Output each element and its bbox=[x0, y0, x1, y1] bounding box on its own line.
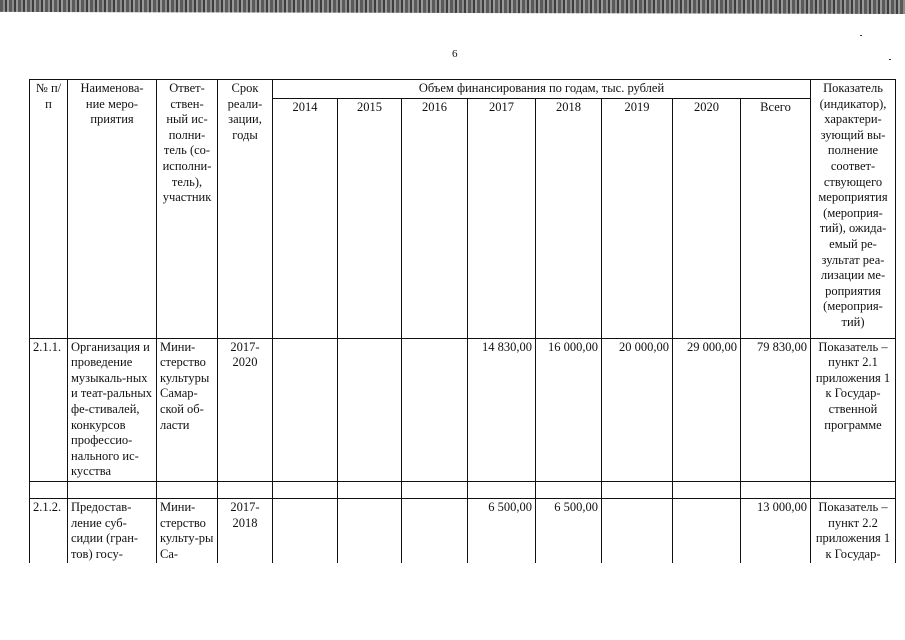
row-value: 6 500,00 bbox=[536, 498, 602, 563]
header-year: 2020 bbox=[673, 98, 741, 338]
header-num: № п/п bbox=[30, 80, 68, 339]
row-value: 16 000,00 bbox=[536, 338, 602, 481]
table-row bbox=[30, 338, 896, 481]
header-term: Срок реали-зации, годы bbox=[218, 80, 273, 339]
row-term: 2017-2018 bbox=[218, 498, 273, 563]
header-year: 2016 bbox=[402, 98, 468, 338]
row-name: Предостав-ление суб-сидии (гран-тов) госу- bbox=[68, 498, 157, 563]
row-term: 2017-2020 bbox=[218, 338, 273, 481]
table-row bbox=[30, 498, 896, 563]
header-year: 2014 bbox=[273, 98, 338, 338]
row-spacer bbox=[30, 481, 896, 498]
row-value bbox=[338, 498, 402, 563]
header-total: Всего bbox=[741, 98, 811, 338]
row-value: 29 000,00 bbox=[673, 338, 741, 481]
row-value: 6 500,00 bbox=[468, 498, 536, 563]
row-indicator: Показатель – пункт 2.1 приложения 1 к Государ-ственной программе bbox=[811, 338, 896, 481]
row-value: 14 830,00 bbox=[468, 338, 536, 481]
header-funding: Объем финансирования по годам, тыс. рублей bbox=[273, 80, 811, 99]
header-name: Наименова-ние меро-приятия bbox=[68, 80, 157, 339]
row-total: 13 000,00 bbox=[741, 498, 811, 563]
row-value bbox=[602, 498, 673, 563]
row-value bbox=[402, 338, 468, 481]
row-value: 20 000,00 bbox=[602, 338, 673, 481]
scan-speck bbox=[860, 35, 862, 36]
row-name: Организация и проведение музыкаль-ных и теат-ральных фе-стивалей, конкурсов профессио-нального ис-кусства bbox=[68, 338, 157, 481]
row-num: 2.1.1. bbox=[30, 338, 68, 481]
page-number: 6 bbox=[452, 48, 458, 60]
row-value bbox=[273, 498, 338, 563]
row-responsible: Мини-стерство культу-ры Са- bbox=[157, 498, 218, 563]
row-responsible: Мини-стерство культуры Самар-ской об-ласти bbox=[157, 338, 218, 481]
scan-speck bbox=[889, 59, 891, 60]
row-num: 2.1.2. bbox=[30, 498, 68, 563]
row-total: 79 830,00 bbox=[741, 338, 811, 481]
header-year: 2015 bbox=[338, 98, 402, 338]
row-value bbox=[402, 498, 468, 563]
header-indicator: Показатель (индикатор), характери-зующий вы-полнение соответ-ствующего мероприятия (мероприя-тий), ожида-емый ре-зультат реа-лизации ме-роприятия (мероприя-тий) bbox=[811, 80, 896, 339]
header-responsible: Ответ-ствен-ный ис-полни-тель (со-исполни-тель), участник bbox=[157, 80, 218, 339]
row-value bbox=[673, 498, 741, 563]
funding-table bbox=[29, 79, 896, 563]
row-value bbox=[338, 338, 402, 481]
header-year: 2018 bbox=[536, 98, 602, 338]
scan-edge-artifact bbox=[0, 0, 905, 14]
header-year: 2017 bbox=[468, 98, 536, 338]
header-year: 2019 bbox=[602, 98, 673, 338]
row-indicator: Показатель – пункт 2.2 приложения 1 к Государ- bbox=[811, 498, 896, 563]
row-value bbox=[273, 338, 338, 481]
